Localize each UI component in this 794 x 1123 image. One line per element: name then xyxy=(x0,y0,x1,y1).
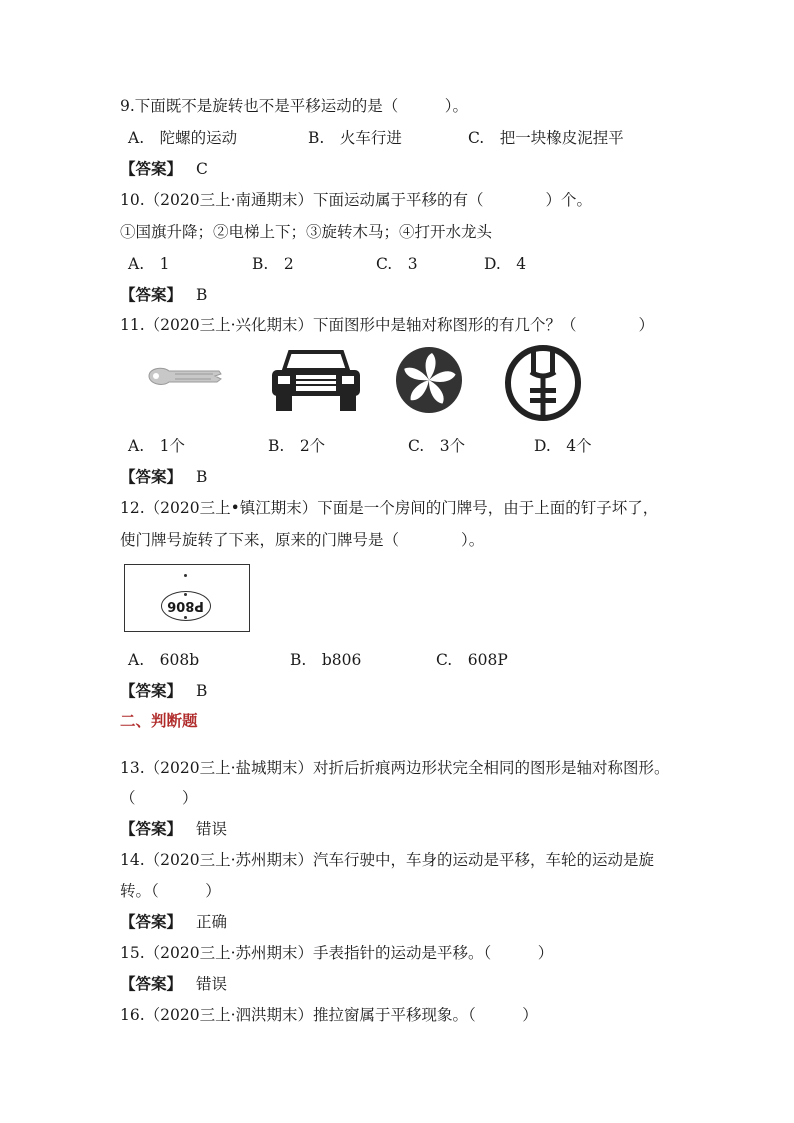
q16-stem: 16.（2020三上·泗洪期末）推拉窗属于平移现象。（ ） xyxy=(120,1006,538,1024)
answer-label: 【答案】 xyxy=(120,975,183,993)
q10-option-d: D. 4 xyxy=(484,255,527,273)
answer-label: 【答案】 xyxy=(120,913,183,931)
q11-answer xyxy=(120,467,207,487)
q11-option-c: C. 3个 xyxy=(408,437,466,455)
q9-stem: 9.下面既不是旋转也不是平移运动的是（ ）。 xyxy=(120,97,469,115)
answer-label: 【答案】 xyxy=(120,160,183,178)
section-heading: 二、判断题 xyxy=(120,712,198,730)
q10-answer xyxy=(120,285,207,305)
q15-stem: 15.（2020三上·苏州期末）手表指针的运动是平移。（ ） xyxy=(120,944,554,962)
answer-value: C xyxy=(196,160,208,178)
answer-value: 正确 xyxy=(196,913,228,931)
q12-stem: 12.（2020三上•镇江期末）下面是一个房间的门牌号，由于上面的钉子坏了， xyxy=(120,499,659,517)
q9-option-b: B. 火车行进 xyxy=(308,129,402,147)
answer-value: 错误 xyxy=(196,975,228,993)
q10-option-c: C. 3 xyxy=(376,255,418,273)
q13-answer xyxy=(120,819,227,839)
q14-answer xyxy=(120,912,227,932)
q12-stem-2: 使门牌号旋转了下来，原来的门牌号是（ ）。 xyxy=(120,531,485,549)
q9-option-c: C. 把一块橡皮泥捏平 xyxy=(468,129,624,147)
q11-option-a: A. 1个 xyxy=(128,437,185,455)
q10-stem-2: ①国旗升降；②电梯上下；③旋转木马；④打开水龙头 xyxy=(120,223,493,241)
q10-option-b: B. 2 xyxy=(252,255,294,273)
answer-value: 错误 xyxy=(196,820,228,838)
q12-answer xyxy=(120,681,207,701)
q13-stem-2: （ ） xyxy=(120,789,198,807)
bank-logo-figure xyxy=(500,344,586,422)
answer-value: B xyxy=(196,682,208,700)
q11-option-b: B. 2个 xyxy=(268,437,326,455)
answer-label: 【答案】 xyxy=(120,468,183,486)
nail-dot xyxy=(184,574,187,577)
q14-stem-2: 转。（ ） xyxy=(120,882,221,900)
door-plate-oval xyxy=(161,591,211,621)
door-plate-number: P806 xyxy=(167,598,204,613)
answer-value: B xyxy=(196,286,208,304)
q12-option-c: C. 608P xyxy=(436,651,508,669)
bauhinia-figure xyxy=(394,345,464,415)
q9-answer xyxy=(120,159,208,179)
q13-stem: 13.（2020三上·盐城期末）对折后折痕两边形状完全相同的图形是轴对称图形。 xyxy=(120,759,670,777)
q14-stem: 14.（2020三上·苏州期末）汽车行驶中，车身的运动是平移，车轮的运动是旋 xyxy=(120,851,655,869)
answer-label: 【答案】 xyxy=(120,682,183,700)
door-plate-figure xyxy=(124,564,250,632)
q10-option-a: A. 1 xyxy=(128,255,170,273)
answer-label: 【答案】 xyxy=(120,286,183,304)
q10-stem: 10.（2020三上·南通期末）下面运动属于平移的有（ ）个。 xyxy=(120,191,593,209)
q11-stem: 11.（2020三上·兴化期末）下面图形中是轴对称图形的有几个？（ ） xyxy=(120,316,655,334)
q12-option-a: A. 608b xyxy=(128,651,200,669)
q9-option-a: A. 陀螺的运动 xyxy=(128,129,238,147)
key-figure xyxy=(145,362,225,390)
q11-option-d: D. 4个 xyxy=(534,437,592,455)
q12-option-b: B. b806 xyxy=(290,651,362,669)
q15-answer xyxy=(120,974,227,994)
car-figure xyxy=(270,348,362,412)
answer-value: B xyxy=(196,468,208,486)
answer-label: 【答案】 xyxy=(120,820,183,838)
